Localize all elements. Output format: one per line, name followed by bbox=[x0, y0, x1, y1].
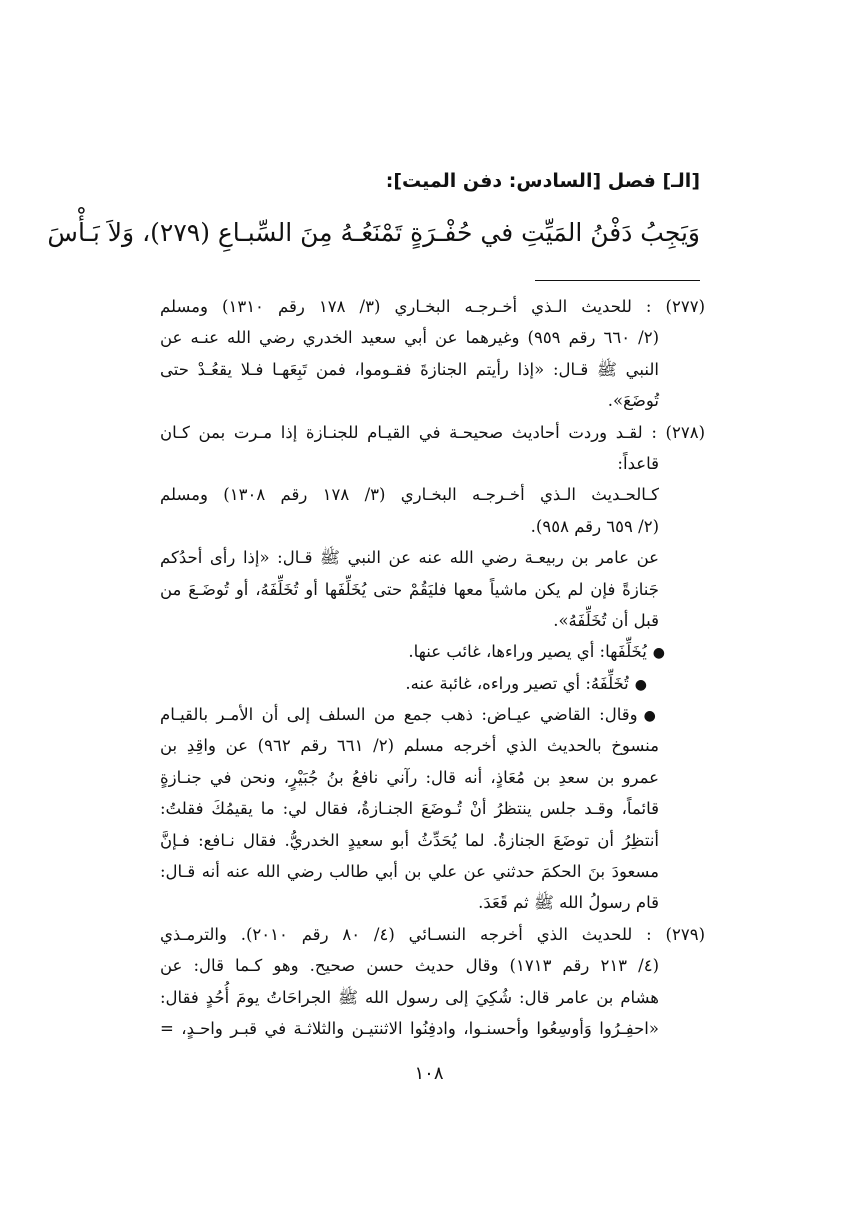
footnote-line bbox=[160, 982, 705, 1013]
footnote-text: قائماً، وقـد جلس ينتظرُ أنْ تُـوضَعَ الجنـازةُ، فقال لي: ما يقيمُكَ فقلتُ: bbox=[160, 799, 659, 819]
footnote-text: (٢٧٨) : لقـد وردت أحاديث صحيحـة في القيـام للجنـازة إذا مـرت بمن كـان bbox=[160, 422, 705, 442]
footnote-line bbox=[160, 887, 705, 918]
footnote-separator bbox=[535, 280, 700, 281]
footnote-line bbox=[160, 636, 705, 667]
footnote-line bbox=[160, 417, 705, 448]
footnote-text: النبي ﷺ قـال: «إذا رأيتم الجنازةَ فقـوموا، فمن تَبِعَهـا فـلا يقعُـدْ حتى bbox=[160, 359, 659, 379]
footnote-text: (٢٧٩) : للحديث الذي أخرجه النسـائي (٤/ ٨٠ رقم ٢٠١٠). والترمـذي bbox=[160, 924, 705, 944]
footnote-text: (٢/ ٦٦٠ رقم ٩٥٩) وغيرهما عن أبي سعيد الخدري رضي الله عنـه عن bbox=[160, 328, 659, 348]
footnote-text: منسوخ بالحديث الذي أخرجه مسلم (٢/ ٦٦١ رقم ٩٦٢) عن واقِدِ بن bbox=[160, 736, 659, 756]
footnote-text: تُخَلِّفَهُ: أي تصير وراءه، غائبة عنه. bbox=[405, 673, 629, 693]
footnote-line bbox=[160, 856, 705, 887]
footnote-line bbox=[160, 448, 705, 479]
footnote-line bbox=[160, 511, 705, 542]
footnote-line bbox=[160, 668, 705, 699]
footnotes bbox=[160, 291, 705, 1044]
footnote-text: كـالحـديث الـذي أخـرجـه البخـاري (٣/ ١٧٨ رقم ١٣٠٨) ومسلم bbox=[160, 485, 659, 505]
page-number: ١٠٨ bbox=[414, 1063, 444, 1084]
footnote-line bbox=[160, 793, 705, 824]
footnote-line bbox=[160, 919, 705, 950]
footnote-line bbox=[160, 385, 705, 416]
footnote-text: «احفِـرُوا وَأوسِعُوا وأحسنـوا، وادفِنُوا الاثنتيـن والثلاثـة في قبـر واحـدٍ، = bbox=[160, 1018, 659, 1038]
footnote-text: تُوضَعَ». bbox=[607, 391, 659, 411]
footnote-line bbox=[160, 354, 705, 385]
footnote-line bbox=[160, 574, 705, 605]
footnote-text: (٢/ ٦٥٩ رقم ٩٥٨). bbox=[530, 516, 659, 536]
footnote-text: قبل أن تُخَلِّفَهُ». bbox=[553, 610, 659, 630]
footnote-line bbox=[160, 479, 705, 510]
footnote-text: قاعداً: bbox=[617, 453, 659, 473]
footnote-text: قام رسولُ الله ﷺ ثم قَعَدَ. bbox=[478, 893, 659, 913]
footnote-text: جَنازةً فإن لم يكن ماشياً معها فليَقُمْ حتى يُخَلِّفَها أو تُخَلِّفَهُ، أو تُوضَـعَ من bbox=[160, 579, 659, 599]
footnote-line bbox=[160, 699, 705, 730]
footnote-text: هشام بن عامر قال: شُكِيَ إلى رسول الله ﷺ الجراحَاتُ يومَ أُحُدٍ فقال: bbox=[160, 987, 659, 1007]
footnote-line bbox=[160, 291, 705, 322]
footnote-line bbox=[160, 1013, 705, 1044]
bullet-icon: ● bbox=[652, 645, 665, 662]
footnote-line bbox=[160, 825, 705, 856]
footnote-line bbox=[160, 605, 705, 636]
section-heading: [الـ] فصل [السادس: دفن الميت]: bbox=[385, 170, 700, 192]
footnote-line bbox=[160, 322, 705, 353]
footnote-text: أنتظِرُ أن توضَعَ الجنازةُ. لما يُحَدِّثُ أبو سعيدٍ الخدريُّ. فقال نـافع: فـإنَّ bbox=[160, 830, 659, 850]
bullet-icon: ● bbox=[634, 676, 647, 693]
footnote-text: يُخَلِّفَها: أي يصير وراءها، غائب عنها. bbox=[408, 642, 647, 662]
footnote-line bbox=[160, 542, 705, 573]
main-text-line: وَيَجِبُ دَفْنُ المَيِّتِ في حُفْـرَةٍ تَمْنَعُـهُ مِنَ السِّبـاعِ (٢٧٩)، وَلاَ بَـأْسَ bbox=[47, 218, 700, 247]
footnote-line bbox=[160, 762, 705, 793]
footnote-text: عن عامر بن ربيعـة رضي الله عنه عن النبي ﷺ قـال: «إذا رأى أحدُكم bbox=[160, 548, 659, 568]
footnote-line bbox=[160, 730, 705, 761]
footnote-text: (٤/ ٢١٣ رقم ١٧١٣) وقال حديث حسن صحيح. وهو كـما قال: عن bbox=[160, 956, 660, 976]
footnote-text: عمرو بن سعدِ بن مُعَاذٍ، أنه قال: رآني نافعُ بنُ جُبَيْرٍ، ونحن في جنـازةٍ bbox=[160, 767, 659, 787]
footnote-text: مسعودَ بنَ الحكمَ حدثني عن علي بن أبي طالب رضي الله عنه أنه قـال: bbox=[160, 862, 659, 882]
bullet-icon: ● bbox=[643, 708, 660, 725]
footnote-line bbox=[160, 950, 705, 981]
footnote-text: وقال: القاضي عيـاض: ذهب جمع من السلف إلى أن الأمـر بالقيـام bbox=[160, 705, 638, 725]
footnote-text: (٢٧٧) : للحديث الـذي أخـرجـه البخـاري (٣/ ١٧٨ رقم ١٣١٠) ومسلم bbox=[160, 297, 706, 316]
